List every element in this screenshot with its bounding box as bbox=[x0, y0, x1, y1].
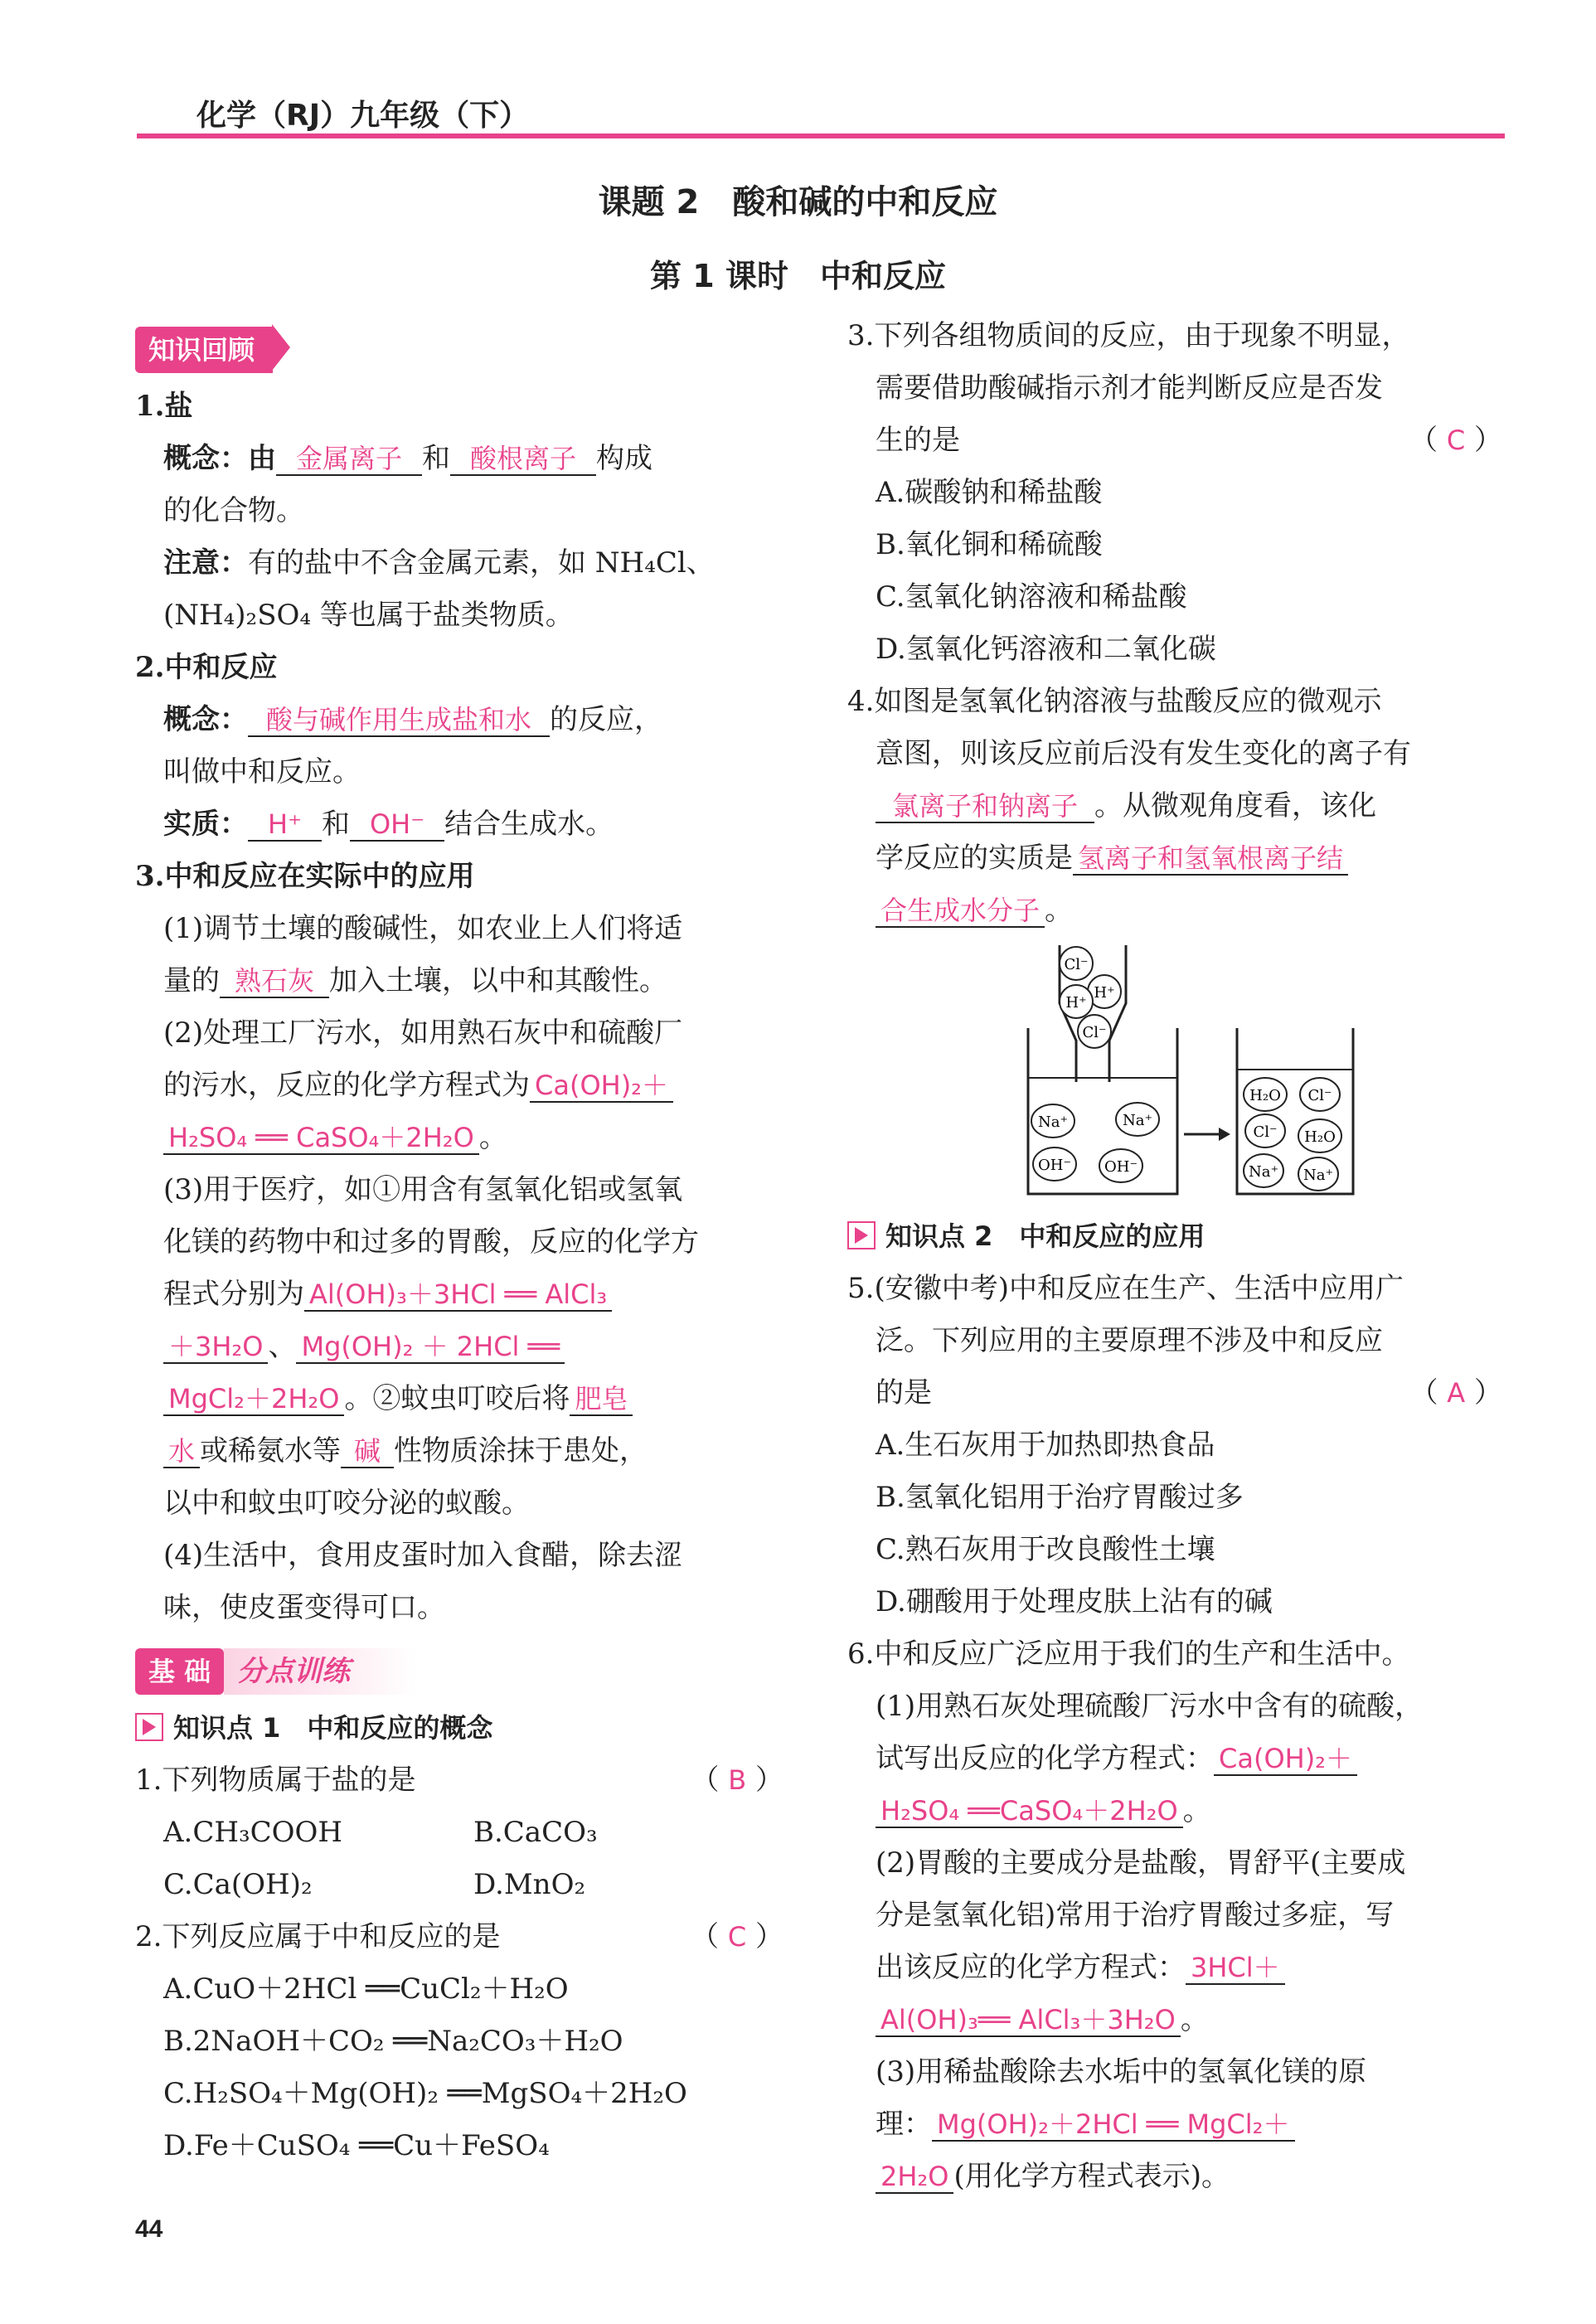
paragraph: (2)处理工厂污水，如用熟石灰中和硫酸厂 bbox=[163, 1016, 683, 1050]
right-column bbox=[847, 310, 1502, 2203]
session-title: 第 1 课时 中和反应 bbox=[650, 258, 946, 294]
neutralization-micro-diagram bbox=[1011, 945, 1360, 1211]
option: C.Ca(OH)₂ bbox=[163, 1868, 313, 1901]
svg-text:H₂O: H₂O bbox=[1304, 1128, 1336, 1146]
review-banner bbox=[135, 324, 783, 371]
answer-blank: ＋3H₂O bbox=[163, 1331, 268, 1364]
triangle-marker-icon bbox=[135, 1713, 163, 1741]
ion-circle bbox=[1298, 1157, 1338, 1191]
training-banner bbox=[135, 1646, 783, 1692]
option: A.生石灰用于加热即热食品 bbox=[876, 1429, 1215, 1462]
header-divider bbox=[137, 133, 1505, 138]
ion-circle bbox=[1078, 1015, 1111, 1048]
ion-circle bbox=[1060, 947, 1093, 980]
paragraph: (2)胃酸的主要成分是盐酸，胃舒平(主要成 bbox=[876, 1846, 1406, 1880]
question: 3.下列各组物质间的反应，由于现象不明显， bbox=[847, 319, 1410, 352]
paragraph: 叫做中和反应。 bbox=[163, 755, 361, 788]
option: C.熟石灰用于改良酸性土壤 bbox=[876, 1533, 1215, 1566]
paragraph: (4)生活中，食用皮蛋时加入食醋，除去涩 bbox=[163, 1539, 683, 1572]
question: 2.下列反应属于中和反应的是 （ C ） bbox=[135, 1911, 783, 1963]
paragraph: H₂SO₄ ══CaSO₄＋2H₂O 。 bbox=[847, 1785, 1502, 1837]
answer-choice: A bbox=[1447, 1377, 1466, 1409]
option-row bbox=[135, 1807, 783, 1859]
option: D.Fe＋CuSO₄ ══Cu＋FeSO₄ bbox=[163, 2129, 550, 2162]
paragraph: 分是氢氧化铝)常用于治疗胃酸过多症，写 bbox=[876, 1899, 1395, 1932]
training-banner-label: 基 础 bbox=[135, 1648, 224, 1695]
paragraph: 注意：有的盐中不含金属元素，如 NH₄Cl、 bbox=[163, 546, 715, 580]
paragraph: 试写出反应的化学方程式： Ca(OH)₂＋ bbox=[847, 1733, 1502, 1785]
answer-paren: （ C ） bbox=[1409, 424, 1502, 457]
ion-circle bbox=[1060, 985, 1093, 1018]
paragraph: 程式分别为 Al(OH)₃＋3HCl ══ AlCl₃ bbox=[135, 1269, 783, 1321]
paragraph: 生的是 （ C ） bbox=[847, 415, 1502, 467]
ion-circle bbox=[1245, 1114, 1285, 1147]
option: B.CaCO₃ bbox=[473, 1816, 598, 1849]
paragraph: (NH₄)₂SO₄ 等也属于盐类物质。 bbox=[163, 599, 574, 632]
svg-text:Cl⁻: Cl⁻ bbox=[1082, 1024, 1107, 1041]
ion-circle bbox=[1033, 1147, 1076, 1181]
answer-blank: H₂SO₄ ══ CaSO₄＋2H₂O bbox=[163, 1122, 479, 1155]
svg-text:H⁺: H⁺ bbox=[1065, 994, 1087, 1012]
svg-text:Cl⁻: Cl⁻ bbox=[1064, 956, 1089, 973]
answer-blank: 酸与碱作用生成盐和水 bbox=[248, 704, 550, 737]
section-heading: 2.中和反应 bbox=[135, 651, 278, 684]
answer-paren: （ B ） bbox=[691, 1764, 783, 1797]
paragraph: (3)用于医疗，如①用含有氢氧化铝或氢氧 bbox=[163, 1173, 683, 1206]
ion-circle bbox=[1116, 1103, 1159, 1136]
svg-text:Na⁺: Na⁺ bbox=[1038, 1113, 1068, 1131]
question: 1.下列物质属于盐的是 （ B ） bbox=[135, 1754, 783, 1807]
question: 5.(安徽中考)中和反应在生产、生活中应用广 bbox=[847, 1272, 1404, 1305]
paragraph: 泛。下列应用的主要原理不涉及中和反应 bbox=[876, 1324, 1383, 1357]
paragraph: 合生成水分子 。 bbox=[847, 885, 1502, 937]
option: A.碳酸钠和稀盐酸 bbox=[876, 476, 1103, 509]
svg-text:H⁺: H⁺ bbox=[1094, 984, 1115, 1002]
paragraph: 量的 熟石灰 加入土壤，以中和其酸性。 bbox=[163, 964, 668, 997]
paragraph: 氯离子和钠离子 。从微观角度看，该化 bbox=[847, 780, 1502, 832]
option: D.氢氧化钙溶液和二氧化碳 bbox=[876, 633, 1216, 666]
page-header bbox=[137, 87, 1505, 137]
answer-blank: 3HCl＋ bbox=[1186, 1952, 1285, 1985]
arrow-icon bbox=[1219, 1128, 1230, 1141]
ion-circle bbox=[1099, 1149, 1142, 1182]
left-column bbox=[135, 319, 783, 2172]
book-title: 化学（RJ）九年级（下） bbox=[196, 99, 530, 133]
paragraph: 以中和蚊虫叮咬分泌的蚁酸。 bbox=[163, 1487, 530, 1520]
svg-text:OH⁻: OH⁻ bbox=[1104, 1158, 1138, 1176]
answer-blank: Al(OH)₃══ AlCl₃＋3H₂O bbox=[876, 2004, 1181, 2037]
paragraph: 的化合物。 bbox=[163, 494, 304, 527]
paragraph: (1)用熟石灰处理硫酸厂污水中含有的硫酸， bbox=[876, 1690, 1424, 1723]
answer-blank: 酸根离子 bbox=[450, 443, 596, 476]
ion-circle bbox=[1298, 1119, 1341, 1152]
paragraph: 学反应的实质是 氢离子和氢氧根离子结 bbox=[847, 832, 1502, 885]
paragraph: 意图，则该反应前后没有发生变化的离子有 bbox=[876, 737, 1411, 770]
ion-circle bbox=[1031, 1104, 1075, 1138]
paragraph: 化镁的药物中和过多的胃酸，反应的化学方 bbox=[163, 1225, 699, 1259]
answer-blank: H⁺ bbox=[248, 808, 322, 842]
svg-text:Cl⁻: Cl⁻ bbox=[1307, 1087, 1332, 1104]
paragraph: 概念：由 金属离子 和 酸根离子 构成 bbox=[163, 442, 653, 475]
svg-text:Na⁺: Na⁺ bbox=[1303, 1167, 1333, 1184]
answer-blank: Mg(OH)₂ ＋ 2HCl ══ bbox=[296, 1331, 565, 1364]
knowledge-point-heading: 知识点 1 中和反应的概念 bbox=[135, 1702, 783, 1754]
answer-blank: 2H₂O bbox=[876, 2161, 953, 2194]
triangle-marker-icon bbox=[847, 1221, 876, 1249]
paragraph: 味，使皮蛋变得可口。 bbox=[163, 1591, 445, 1624]
paragraph: 理： Mg(OH)₂＋2HCl ══ MgCl₂＋ bbox=[847, 2098, 1502, 2151]
answer-choice: C bbox=[727, 1921, 747, 1953]
paragraph: (1)调节土壤的酸碱性，如农业上人们将适 bbox=[163, 912, 683, 945]
answer-blank: 金属离子 bbox=[276, 443, 422, 476]
paragraph: MgCl₂＋2H₂O 。②蚊虫叮咬后将 肥皂 bbox=[135, 1373, 783, 1425]
answer-blank: 合生成水分子 bbox=[876, 895, 1045, 928]
svg-text:Na⁺: Na⁺ bbox=[1249, 1163, 1278, 1181]
ion-circle bbox=[1244, 1078, 1287, 1111]
answer-blank: 熟石灰 bbox=[220, 965, 329, 998]
paragraph: 实质： H⁺ 和 OH⁻ 结合生成水。 bbox=[163, 808, 614, 841]
answer-blank: H₂SO₄ ══CaSO₄＋2H₂O bbox=[876, 1795, 1183, 1828]
knowledge-point-heading: 知识点 2 中和反应的应用 bbox=[847, 1211, 1502, 1263]
section-heading: 1.盐 bbox=[135, 390, 193, 423]
dropper-outline bbox=[1109, 945, 1126, 1082]
option: A.CH₃COOH bbox=[163, 1816, 343, 1849]
answer-blank: 水 bbox=[163, 1435, 200, 1468]
option: B.2NaOH＋CO₂ ══Na₂CO₃＋H₂O bbox=[163, 2025, 623, 2058]
paragraph: 概念： 酸与碱作用生成盐和水 的反应， bbox=[163, 703, 663, 736]
answer-choice: B bbox=[728, 1764, 747, 1796]
answer-blank: 碱 bbox=[341, 1435, 394, 1468]
answer-blank: Ca(OH)₂＋ bbox=[1214, 1743, 1357, 1776]
ion-circle bbox=[1244, 1154, 1283, 1187]
paragraph: 水 或稀氨水等 碱 性物质涂抹于患处， bbox=[135, 1425, 783, 1477]
svg-text:Cl⁻: Cl⁻ bbox=[1253, 1123, 1278, 1141]
answer-blank: 氢离子和氢氧根离子结 bbox=[1073, 842, 1348, 876]
option: B.氢氧化铝用于治疗胃酸过多 bbox=[876, 1481, 1244, 1514]
svg-text:Na⁺: Na⁺ bbox=[1123, 1112, 1152, 1129]
diagram-svg bbox=[1011, 945, 1360, 1211]
question: 6.中和反应广泛应用于我们的生产和生活中。 bbox=[847, 1637, 1410, 1671]
page-number: 44 bbox=[135, 2215, 163, 2243]
question: 4.如图是氢氧化钠溶液与盐酸反应的微观示 bbox=[847, 685, 1382, 718]
paragraph: 的是 （ A ） bbox=[847, 1367, 1502, 1419]
answer-blank: 肥皂 bbox=[570, 1383, 633, 1416]
answer-blank: MgCl₂＋2H₂O bbox=[163, 1383, 344, 1416]
answer-blank: Mg(OH)₂＋2HCl ══ MgCl₂＋ bbox=[932, 2108, 1295, 2142]
training-banner-subtitle: 分点训练 bbox=[224, 1648, 416, 1695]
review-banner-label: 知识回顾 bbox=[135, 327, 273, 373]
answer-choice: C bbox=[1446, 425, 1466, 456]
paragraph: 需要借助酸碱指示剂才能判断反应是否发 bbox=[876, 371, 1383, 405]
paragraph: 的污水，反应的化学方程式为 Ca(OH)₂＋ bbox=[135, 1060, 783, 1112]
paragraph: (3)用稀盐酸除去水垢中的氢氧化镁的原 bbox=[876, 2055, 1367, 2089]
option: C.氢氧化钠溶液和稀盐酸 bbox=[876, 580, 1187, 614]
answer-paren: （ A ） bbox=[1409, 1376, 1502, 1409]
paragraph: Al(OH)₃══ AlCl₃＋3H₂O 。 bbox=[847, 1994, 1502, 2046]
answer-blank: OH⁻ bbox=[350, 808, 444, 842]
lesson-title: 课题 2 酸和碱的中和反应 bbox=[598, 183, 998, 221]
ion-circle bbox=[1300, 1078, 1340, 1111]
option-row bbox=[135, 1859, 783, 1911]
option: D.硼酸用于处理皮肤上沾有的碱 bbox=[876, 1585, 1273, 1618]
banner-tail-shape bbox=[272, 324, 290, 371]
paragraph: ＋3H₂O 、 Mg(OH)₂ ＋ 2HCl ══ bbox=[135, 1321, 783, 1373]
svg-text:OH⁻: OH⁻ bbox=[1038, 1157, 1071, 1174]
answer-blank: Ca(OH)₂＋ bbox=[530, 1070, 673, 1103]
option: D.MnO₂ bbox=[473, 1868, 586, 1901]
option: A.CuO＋2HCl ══CuCl₂＋H₂O bbox=[163, 1972, 569, 2006]
answer-paren: （ C ） bbox=[691, 1920, 783, 1953]
option: B.氧化铜和稀硫酸 bbox=[876, 528, 1103, 561]
svg-text:H₂O: H₂O bbox=[1249, 1087, 1281, 1104]
answer-blank: Al(OH)₃＋3HCl ══ AlCl₃ bbox=[304, 1278, 612, 1312]
section-heading: 3.中和反应在实际中的应用 bbox=[135, 860, 475, 893]
option: C.H₂SO₄＋Mg(OH)₂ ══MgSO₄＋2H₂O bbox=[163, 2077, 687, 2110]
paragraph: H₂SO₄ ══ CaSO₄＋2H₂O 。 bbox=[135, 1112, 783, 1164]
answer-blank: 氯离子和钠离子 bbox=[876, 790, 1094, 823]
paragraph: 2H₂O (用化学方程式表示)。 bbox=[847, 2151, 1502, 2203]
paragraph: 出该反应的化学方程式： 3HCl＋ bbox=[847, 1942, 1502, 1994]
